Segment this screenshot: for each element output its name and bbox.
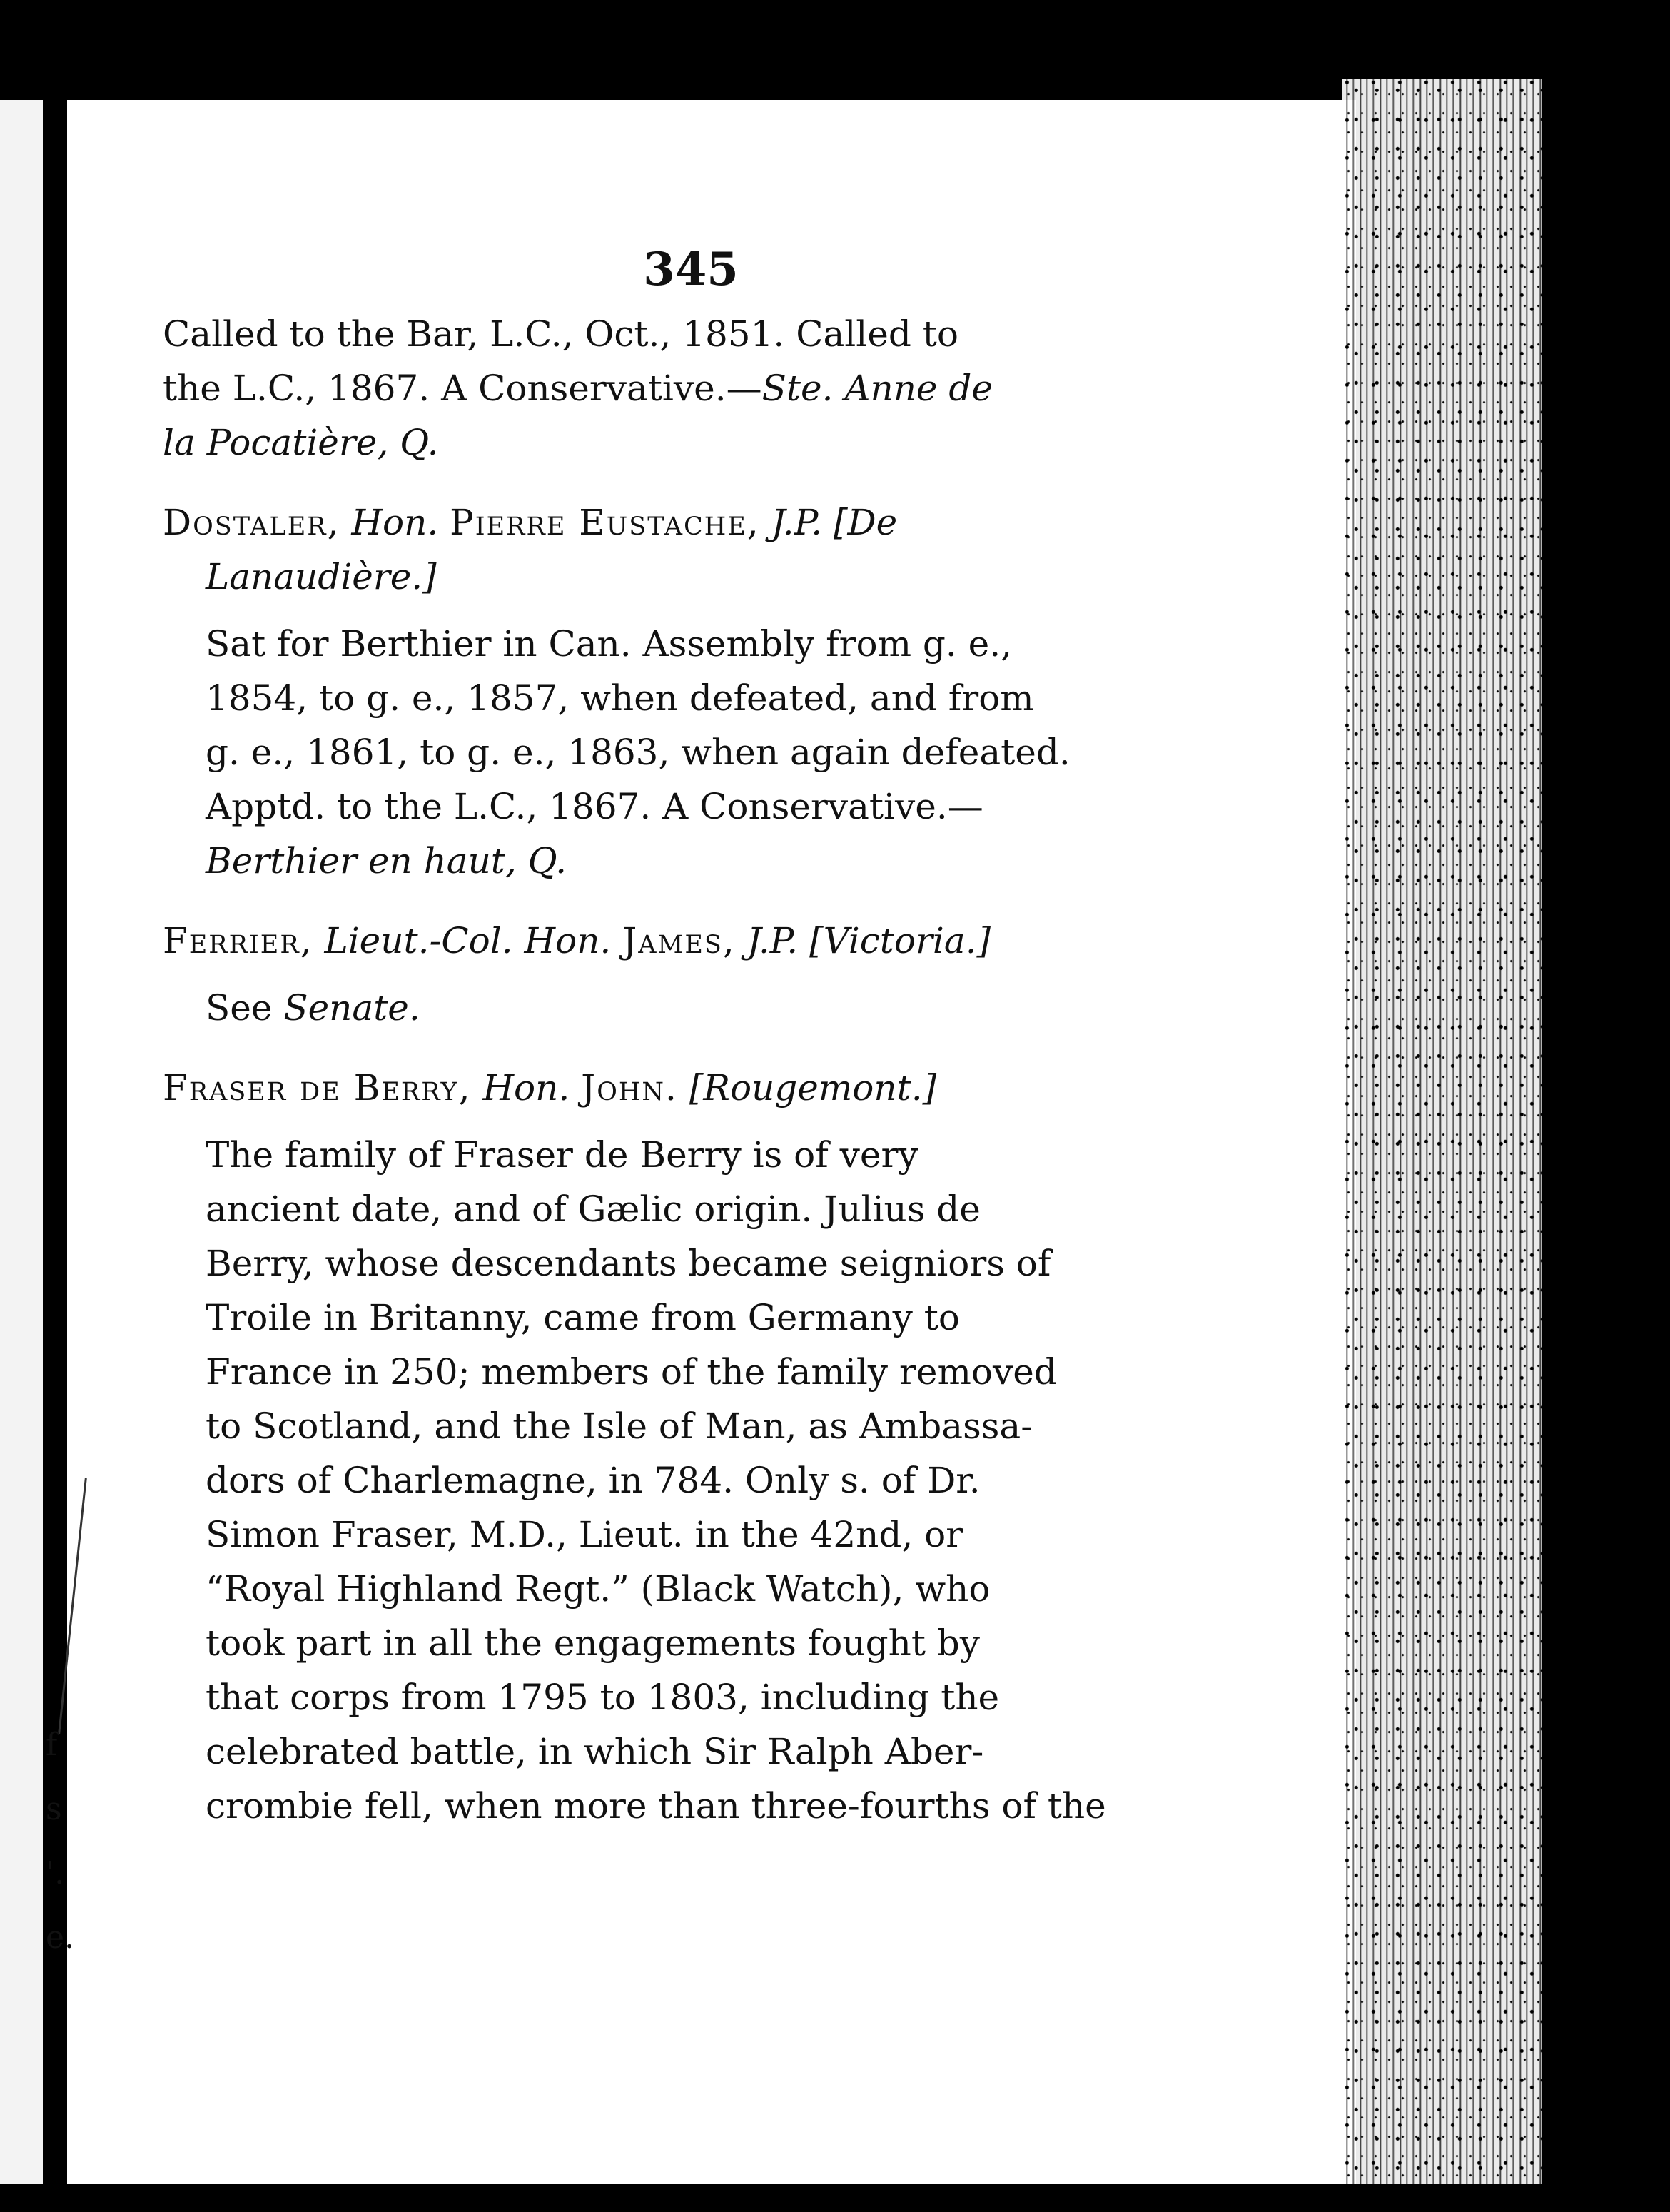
entry-biography	[163, 1128, 1133, 1833]
place-name: la Pocatière, Q.	[163, 422, 439, 463]
entry-title: Lieut.-Col. Hon.	[324, 920, 612, 961]
text-line	[163, 361, 1133, 415]
entry-given-names: James,	[622, 920, 736, 961]
entry-given-names: Pierre Eustache,	[450, 502, 760, 543]
entry-given-names: John.	[581, 1067, 678, 1108]
text-line: 1854, to g. e., 1857, when defeated, and from	[206, 677, 1034, 719]
margin-fragment: '.	[46, 1855, 65, 1892]
text-line: Apptd. to the L.C., 1867. A Conservative.—	[206, 786, 983, 827]
entry-title: Hon.	[482, 1067, 570, 1108]
entry-post-nominal: J.P.	[747, 920, 799, 961]
text-line: Called to the Bar, L.C., Oct., 1851. Called to	[163, 313, 958, 355]
entry-heading-ferrier	[163, 914, 1133, 968]
entry-surname: Ferrier,	[163, 920, 313, 961]
place-name: Ste. Anne de	[761, 368, 993, 409]
see-target: Senate.	[283, 987, 420, 1029]
page-number: 345	[643, 243, 739, 296]
entry-post-nominal: J.P.	[771, 502, 823, 543]
see-label: See	[206, 987, 273, 1029]
text-line: Sat for Berthier in Can. Assembly from g. e.,	[206, 623, 1013, 665]
text-line: Berry, whose descendants became seigniors of	[206, 1243, 1051, 1284]
margin-fragment: e.	[46, 1919, 75, 1956]
entry-surname: Fraser de Berry,	[163, 1067, 472, 1108]
text-line: The family of Fraser de Berry is of very	[206, 1134, 918, 1176]
text-line: dors of Charlemagne, in 784. Only s. of Dr.	[206, 1460, 981, 1501]
cross-reference	[163, 981, 1133, 1035]
page-fore-edge-speckle	[1342, 79, 1542, 2184]
entry-division: [Victoria.]	[809, 920, 991, 961]
text-line: to Scotland, and the Isle of Man, as Ambassa-	[206, 1405, 1033, 1447]
text-line: took part in all the engagements fought by	[206, 1622, 981, 1664]
text-line: Simon Fraser, M.D., Lieut. in the 42nd, or	[206, 1514, 963, 1555]
continuation-paragraph	[163, 307, 1133, 470]
text-line: celebrated battle, in which Sir Ralph Aber-	[206, 1731, 984, 1772]
margin-fragment: s	[46, 1791, 62, 1827]
margin-fragment: f	[46, 1727, 58, 1763]
text-line: that corps from 1795 to 1803, including the	[206, 1677, 1000, 1718]
entry-division: [Rougemont.]	[689, 1067, 937, 1108]
margin-fragments	[46, 1713, 74, 1970]
entry-biography	[163, 617, 1133, 888]
text-line: Troile in Britanny, came from Germany to	[206, 1297, 960, 1338]
text-run: the L.C., 1867. A Conservative.—	[163, 368, 762, 409]
page-text	[163, 243, 1133, 1859]
place-name: Berthier en haut, Q.	[206, 840, 567, 882]
entry-surname: Dostaler,	[163, 502, 340, 543]
text-line: France in 250; members of the family removed	[206, 1351, 1057, 1393]
text-line: crombie fell, when more than three-fourths of the	[206, 1785, 1106, 1827]
entry-division: [De Lanaudière.]	[206, 502, 898, 597]
text-line: “Royal Highland Regt.” (Black Watch), who	[206, 1568, 991, 1610]
facing-page-edge	[0, 100, 43, 2184]
entry-title: Hon.	[351, 502, 439, 543]
text-line: g. e., 1861, to g. e., 1863, when again defeated.	[206, 732, 1071, 773]
entry-heading-fraser	[163, 1061, 1133, 1115]
text-line: ancient date, and of Gælic origin. Julius de	[206, 1188, 981, 1230]
entry-heading-dostaler	[163, 495, 1133, 604]
